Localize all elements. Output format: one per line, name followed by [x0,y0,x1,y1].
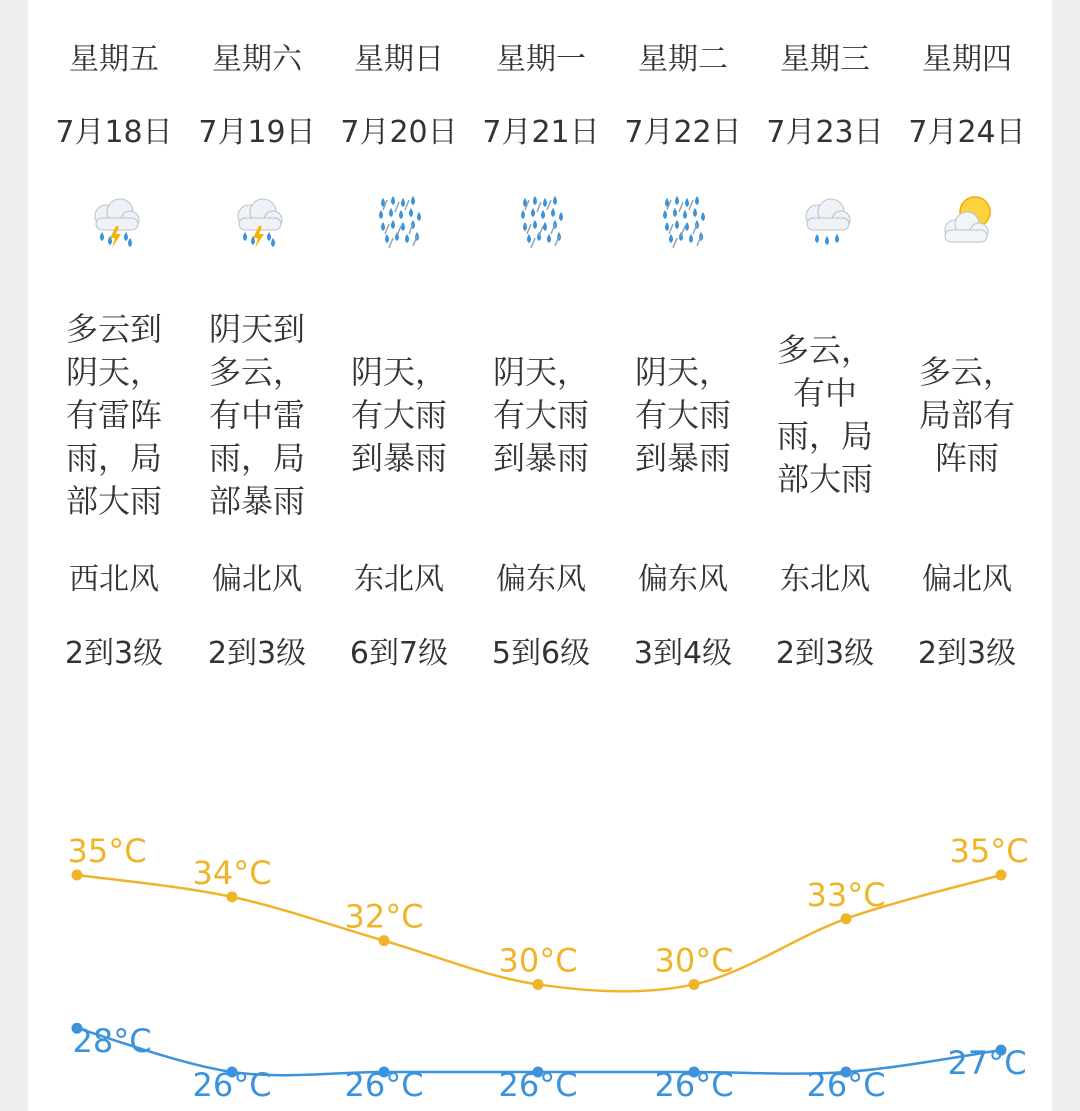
high-temp-label: 33°C [806,875,886,914]
heavy-rain-icon [511,192,571,252]
thunderstorm-icon [84,192,144,252]
temperature-chart [28,780,1052,1111]
wind-level: 2到3级 [917,636,1017,671]
low-temp-label: 26°C [344,1066,424,1104]
high-temp-point [379,935,390,946]
high-temp-point [996,870,1007,881]
wind-direction: 偏东风 [638,562,728,597]
thunderstorm-icon [227,192,287,252]
weekday-label: 星期三 [780,42,870,77]
high-temp-point [533,979,544,990]
wind-direction: 东北风 [354,562,444,597]
day-column [43,0,185,700]
wind-level: 3到4级 [633,636,733,671]
low-temp-label: 26°C [806,1066,886,1104]
high-temp-point [689,979,700,990]
date-label: 7月22日 [624,115,742,150]
wind-level: 2到3级 [207,636,307,671]
weekday-label: 星期四 [922,42,1012,77]
weekday-label: 星期六 [212,42,302,77]
wind-level: 5到6级 [491,636,591,671]
day-column [328,0,470,700]
day-column [186,0,328,700]
date-label: 7月20日 [340,115,458,150]
low-temp-label: 26°C [654,1066,734,1104]
heavy-rain-icon [653,192,713,252]
day-column [754,0,896,700]
heavy-rain-icon [369,192,429,252]
wind-direction: 偏东风 [496,562,586,597]
date-label: 7月23日 [766,115,884,150]
weather-description: 多云，有中雨，局部大雨 [776,331,873,498]
weather-description: 阴天，有大雨到暴雨 [492,352,589,477]
date-label: 7月19日 [198,115,316,150]
forecast-card [28,0,1052,1111]
sun-cloud-icon [937,192,997,252]
wind-level: 2到3级 [775,636,875,671]
high-temp-label: 30°C [654,941,734,980]
day-column [470,0,612,700]
high-temp-label: 35°C [949,832,1029,870]
date-label: 7月21日 [482,115,600,150]
wind-direction: 西北风 [69,562,159,597]
high-temp-label: 32°C [344,897,424,936]
high-temp-label: 34°C [192,853,272,892]
weekday-label: 星期日 [354,42,444,77]
low-temp-label: 28°C [72,1022,152,1061]
wind-direction: 偏北风 [922,562,1012,597]
date-label: 7月24日 [908,115,1026,150]
wind-direction: 偏北风 [212,562,302,597]
weather-description: 阴天，有大雨到暴雨 [634,352,731,477]
day-column [612,0,754,700]
wind-level: 6到7级 [349,636,449,671]
weather-description: 阴天，有大雨到暴雨 [350,352,447,477]
day-column [896,0,1038,700]
weekday-label: 星期一 [496,42,586,77]
high-temp-label: 35°C [67,832,147,870]
weather-description: 阴天到多云，有中雷雨，局部暴雨 [208,309,305,520]
high-temp-point [72,870,83,881]
wind-direction: 东北风 [780,562,870,597]
weekday-label: 星期二 [638,42,728,77]
weather-description: 多云到阴天，有雷阵雨，局部大雨 [65,309,162,520]
rain-icon [795,192,855,252]
date-label: 7月18日 [55,115,173,150]
low-temp-label: 27°C [947,1044,1027,1083]
wind-level: 2到3级 [64,636,164,671]
weekday-label: 星期五 [69,42,159,77]
weather-description: 多云，局部有阵雨 [918,352,1015,477]
low-temp-label: 26°C [192,1066,272,1104]
high-temp-point [227,891,238,902]
high-temp-point [841,913,852,924]
high-temp-label: 30°C [498,941,578,980]
low-temp-label: 26°C [498,1066,578,1104]
